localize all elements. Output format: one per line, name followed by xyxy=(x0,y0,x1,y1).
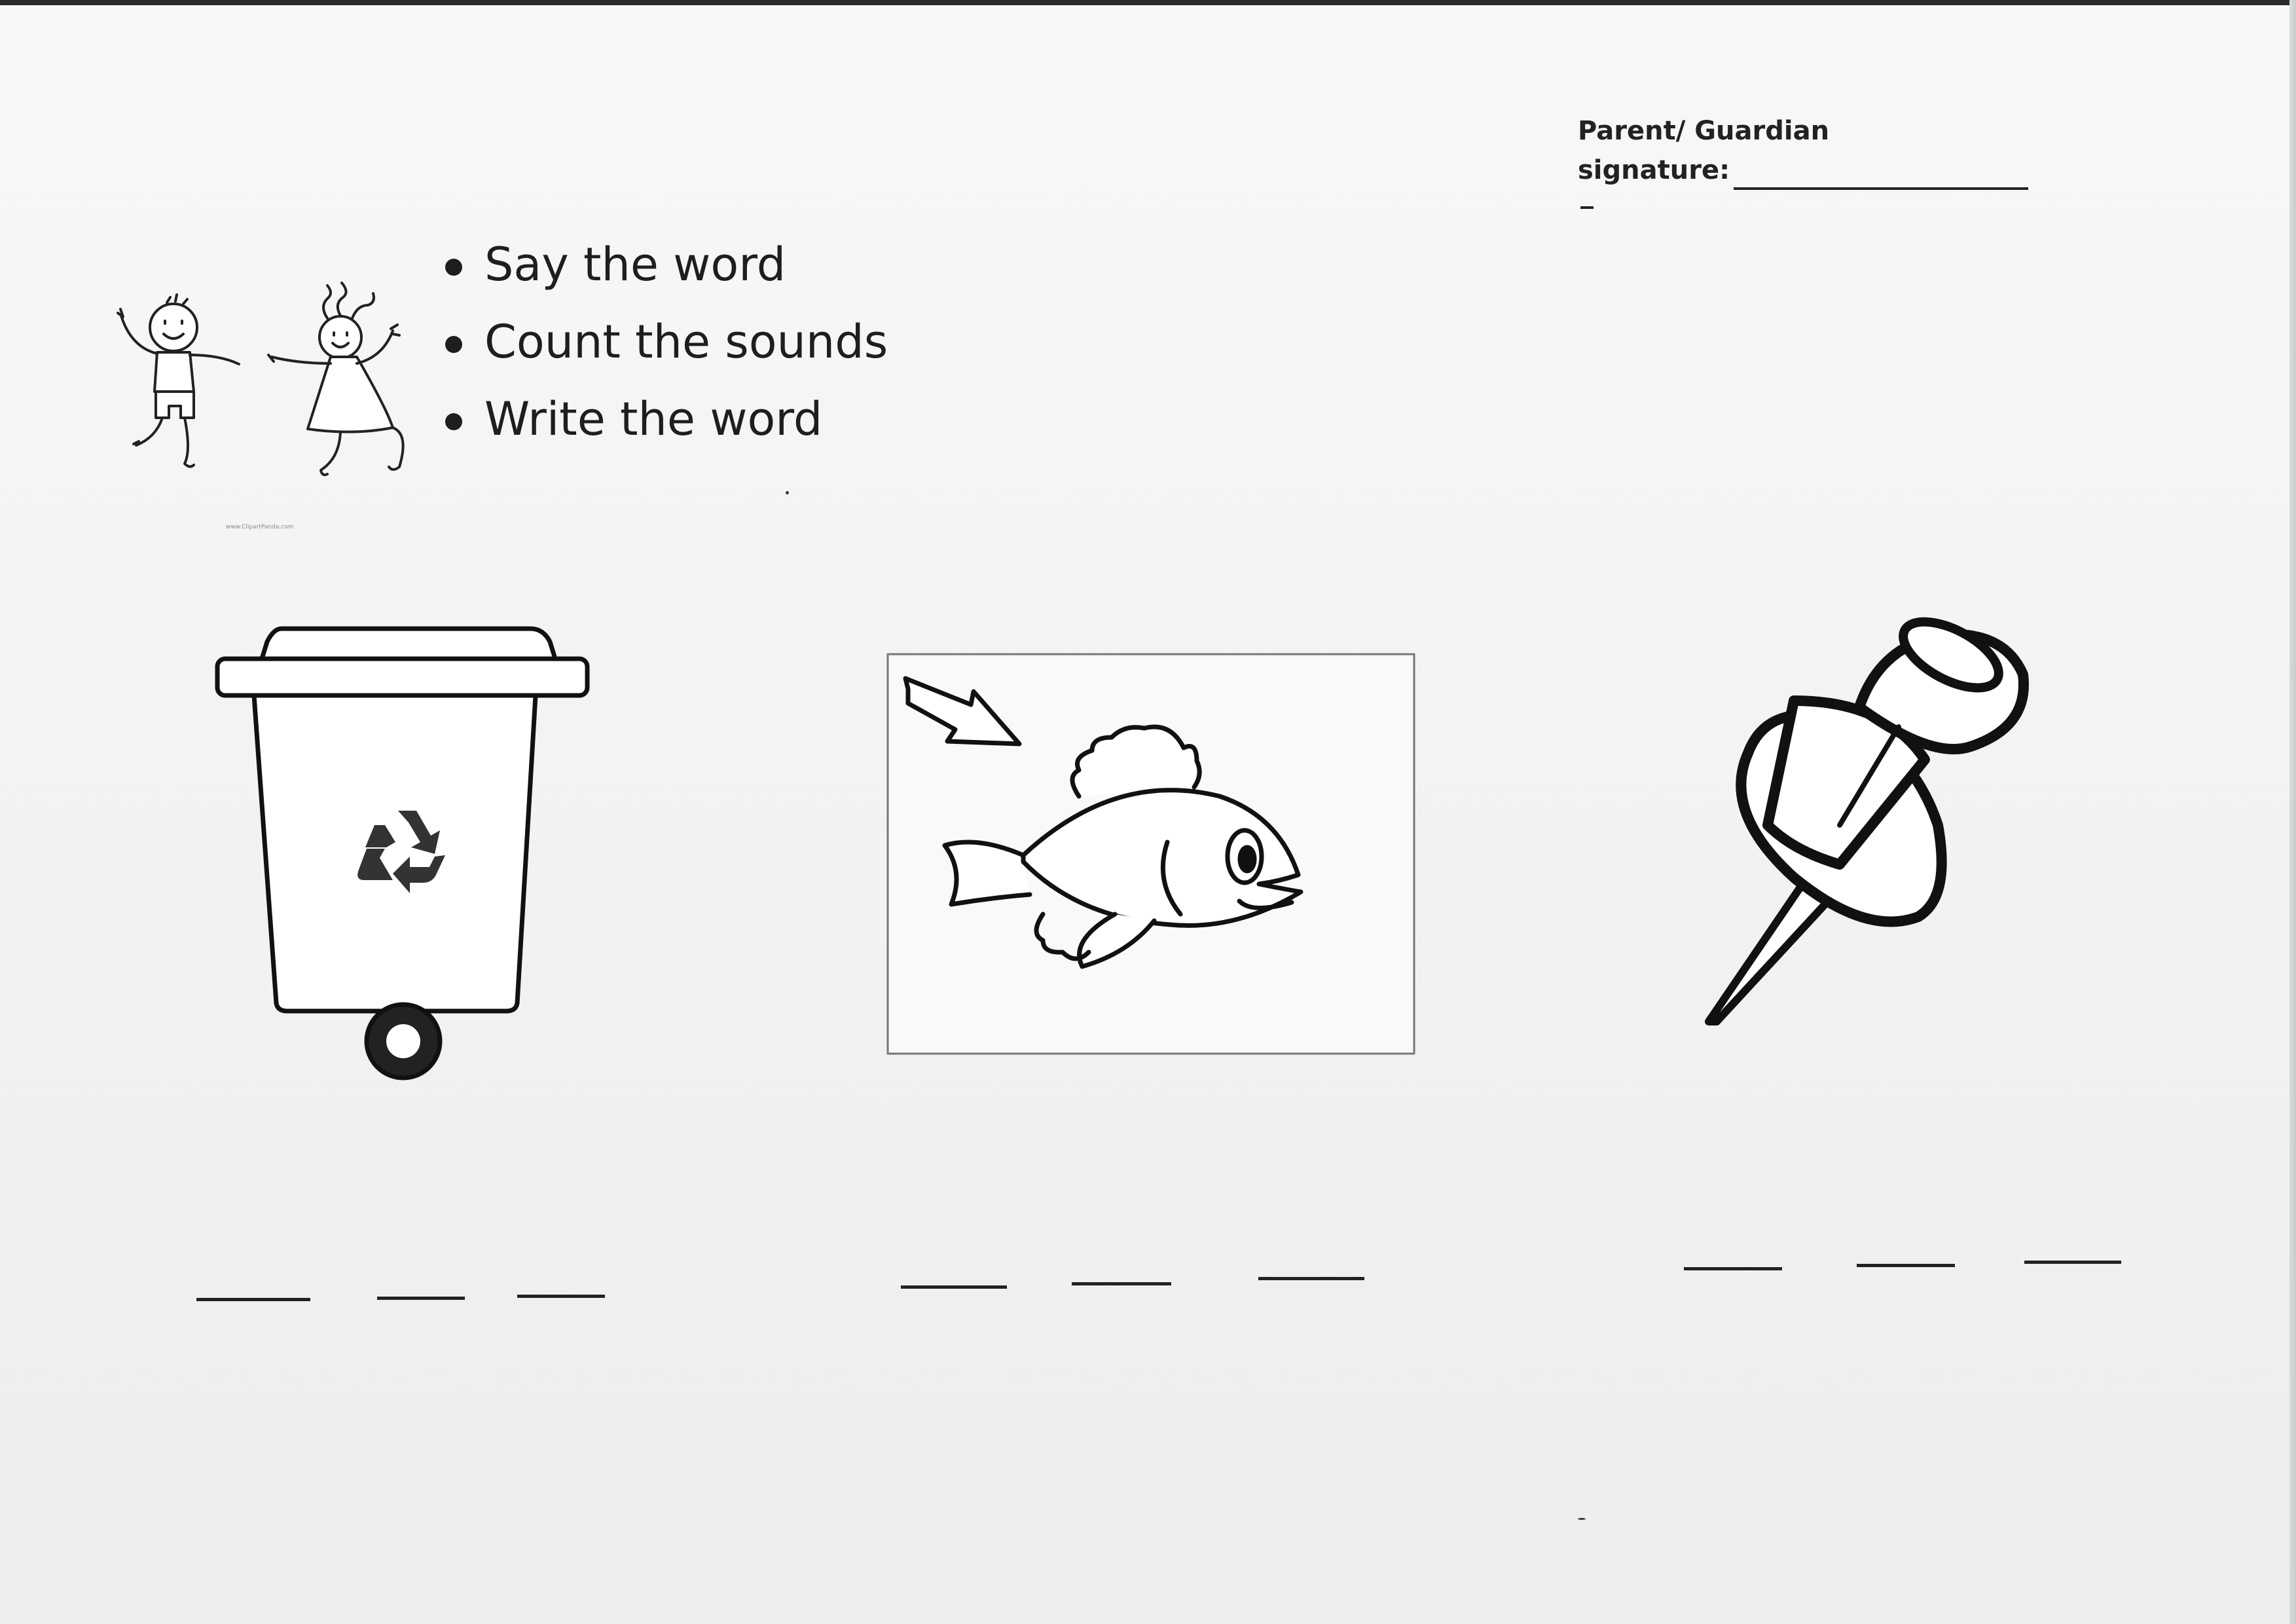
scan-right-edge xyxy=(2289,0,2296,1624)
sound-blank[interactable] xyxy=(1072,1282,1171,1285)
sound-blank[interactable] xyxy=(196,1298,310,1301)
recycling-bin-icon xyxy=(210,616,602,1094)
signature-label-line2: signature: xyxy=(1578,155,1730,185)
instruction-say-word: Say the word xyxy=(439,226,888,303)
sound-blank[interactable] xyxy=(1684,1267,1782,1270)
sound-blank[interactable] xyxy=(901,1285,1007,1289)
instruction-list xyxy=(439,226,888,458)
scan-speck xyxy=(1578,1518,1586,1520)
sound-blank[interactable] xyxy=(2024,1261,2121,1264)
sound-blank[interactable] xyxy=(377,1297,465,1300)
sound-blank[interactable] xyxy=(1258,1277,1364,1280)
fish-icon xyxy=(886,652,1416,1058)
signature-label-line1: Parent/ Guardian xyxy=(1578,116,1830,146)
signature-line[interactable] xyxy=(1734,158,2028,190)
sound-blank[interactable] xyxy=(1857,1264,1955,1267)
push-pin-icon xyxy=(1696,576,2102,1048)
signature-stray-dash xyxy=(1580,206,1594,209)
children-holding-hands-icon xyxy=(105,275,432,485)
scan-speck xyxy=(786,491,789,494)
sound-blank[interactable] xyxy=(517,1295,605,1298)
signature-block xyxy=(1578,111,2028,190)
instruction-count-sounds: Count the sounds xyxy=(439,303,888,380)
clipart-credit: www.ClipartPanda.com xyxy=(226,524,294,530)
instruction-write-word: Write the word xyxy=(439,380,888,458)
scan-top-edge xyxy=(0,0,2296,5)
